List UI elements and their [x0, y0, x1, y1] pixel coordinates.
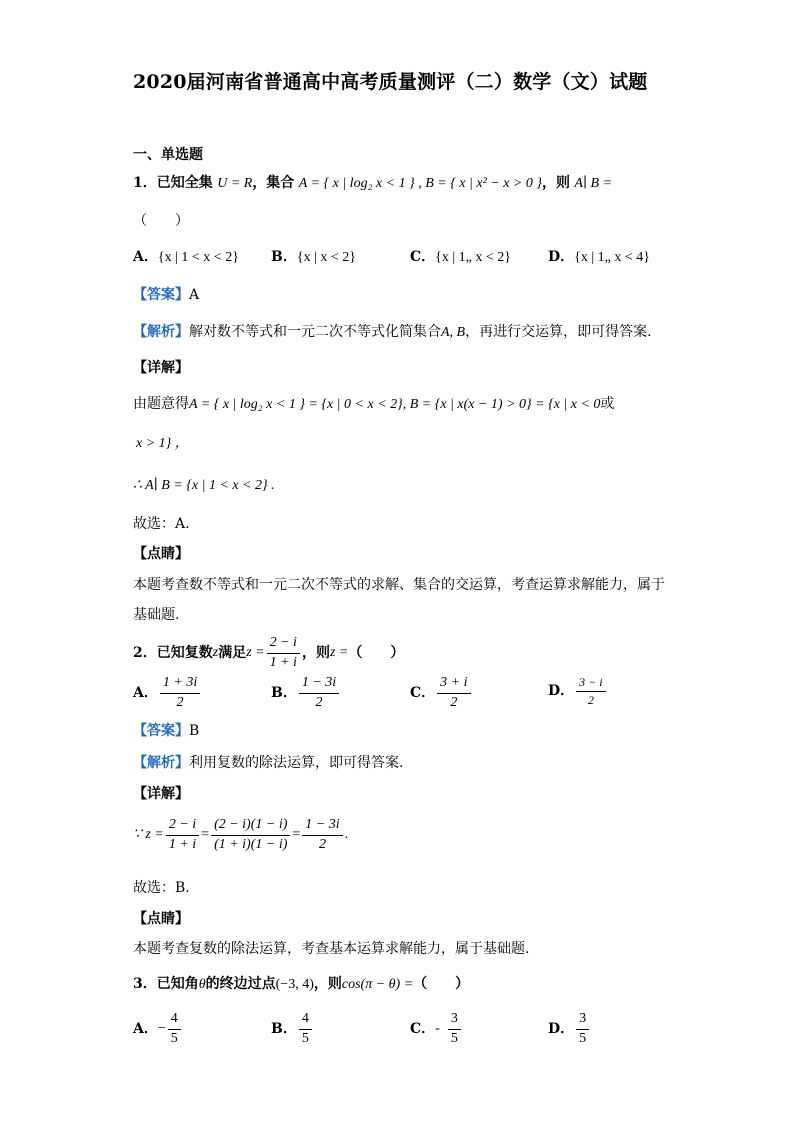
- math-expression: (−3, 4): [275, 977, 314, 992]
- option-b: [271, 250, 356, 265]
- detail-text: 或: [600, 396, 615, 412]
- analysis-line: [133, 756, 403, 770]
- fraction-denominator: 5: [450, 1030, 458, 1046]
- question-text: 满足: [218, 645, 247, 662]
- question-number: 2．: [133, 645, 157, 662]
- fraction: [166, 818, 199, 852]
- fraction-numerator: 1 − 3i: [302, 818, 342, 836]
- fraction-denominator: 2: [450, 694, 458, 710]
- choose-line: 故选：A.: [133, 516, 190, 532]
- fraction: [168, 1012, 181, 1046]
- equals-sign: =: [292, 827, 301, 843]
- fraction: [302, 818, 342, 852]
- math-expression: z =: [246, 645, 265, 661]
- option-label: C．: [410, 249, 436, 265]
- fraction-numerator: 1 − 3i: [299, 676, 339, 694]
- detail-heading: 【详解】: [133, 786, 189, 802]
- analysis-text: ，再进行交运算，即可得答案.: [465, 324, 652, 340]
- option-c: [410, 1012, 463, 1046]
- fraction-numerator: (2 − i)(1 − i): [211, 818, 290, 836]
- question-text: 已知角: [156, 976, 199, 992]
- fraction: [299, 676, 339, 710]
- fraction-denominator: (1 + i)(1 − i): [214, 836, 288, 852]
- detail-heading: 【详解】: [133, 360, 189, 376]
- section-heading: 一、单选题: [133, 147, 203, 163]
- fraction-denominator: 2: [318, 836, 326, 852]
- option-d: [548, 1012, 591, 1046]
- option-value: {x | x < 2}: [296, 250, 356, 265]
- option-label: C．: [410, 685, 436, 702]
- fraction: [267, 636, 300, 670]
- math-expression: ∵ z =: [133, 827, 164, 843]
- analysis-tag: 【解析】: [133, 755, 189, 771]
- fraction-denominator: 5: [579, 1030, 587, 1046]
- option-label: B．: [271, 685, 297, 702]
- fraction: [299, 1012, 312, 1046]
- answer-paren: （ ）: [348, 645, 405, 662]
- question-text: 已知复数: [156, 645, 213, 662]
- math-expression: z =: [329, 645, 349, 661]
- fraction-denominator: 1 + i: [168, 836, 197, 852]
- fraction-denominator: 2: [587, 692, 594, 707]
- answer-tag: 【答案】: [133, 723, 189, 739]
- option-value: {x | 1 < x < 2}: [157, 250, 239, 265]
- fraction: [448, 1012, 461, 1046]
- comment-text: 本题考查数不等式和一元二次不等式的求解、集合的交运算，考查运算求解能力，属于: [133, 577, 665, 593]
- fraction-denominator: 1 + i: [269, 654, 297, 670]
- question-text: 已知全集: [156, 175, 213, 191]
- fraction-numerator: 2 − i: [267, 636, 300, 654]
- fraction-denominator: 2: [315, 694, 323, 710]
- fraction: [576, 1012, 589, 1046]
- option-label: C．: [410, 1021, 436, 1038]
- answer-tag: 【答案】: [133, 287, 189, 303]
- question-number: 3．: [133, 976, 157, 992]
- math-expression: cos(π − θ) =: [341, 977, 414, 992]
- option-sign: −: [157, 1021, 166, 1037]
- fraction-numerator: 3: [576, 1012, 589, 1030]
- option-sign: -: [435, 1021, 440, 1037]
- answer-paren: （ ）: [413, 976, 470, 992]
- question-1-stem: [133, 176, 612, 191]
- question-text: ，集合: [252, 175, 295, 191]
- math-variable: z: [212, 645, 219, 661]
- comment-text: 基础题.: [133, 607, 180, 623]
- option-label: B．: [271, 1021, 297, 1038]
- question-number: 1．: [133, 175, 157, 191]
- option-label: D．: [548, 683, 575, 700]
- fraction: [160, 676, 200, 710]
- question-text: ，则: [301, 645, 330, 662]
- answer-paren: （ ）: [133, 213, 189, 229]
- fraction: [576, 676, 605, 706]
- option-a: [133, 250, 239, 265]
- answer-line: [133, 288, 199, 302]
- math-expression: A = { x | log₂ x < 1 } , B = { x | x² − x > 0 }: [298, 176, 542, 191]
- analysis-line: [133, 325, 652, 340]
- answer-line: [133, 724, 199, 738]
- fraction: [211, 818, 290, 852]
- math-expression: A, B: [441, 325, 466, 340]
- option-label: D．: [548, 1021, 575, 1038]
- detail-text: 由题意得: [133, 396, 189, 412]
- question-text: 的终边过点: [205, 976, 276, 992]
- analysis-text: 解对数不等式和一元二次不等式化简集合: [189, 324, 441, 340]
- question-text: ，则: [313, 976, 342, 992]
- fraction-numerator: 3 + i: [437, 676, 470, 694]
- option-b: [271, 1012, 314, 1046]
- fraction-numerator: 3: [448, 1012, 461, 1030]
- option-label: D．: [548, 249, 575, 265]
- period: .: [344, 827, 349, 843]
- option-b: [271, 676, 341, 710]
- option-value: {x | 1„ x < 2}: [435, 250, 512, 265]
- math-variable: θ: [198, 977, 206, 992]
- equals-sign: =: [201, 827, 210, 843]
- comment-heading: 【点睛】: [133, 546, 189, 562]
- math-expression: A = { x | log₂ x < 1 } = {x | 0 < x < 2}, B = {x | x(x − 1) > 0} = {x | x < 0: [189, 397, 601, 412]
- detail-line: x > 1} ，: [136, 436, 189, 451]
- detail-line: [133, 397, 614, 412]
- fraction-denominator: 5: [301, 1030, 309, 1046]
- detail-line: ∴ A∣ B = {x | 1 < x < 2} .: [133, 478, 275, 493]
- option-c: [410, 676, 473, 710]
- option-label: B．: [271, 249, 297, 265]
- page-title: 2020届河南省普通高中高考质量测评（二）数学（文）试题: [133, 71, 648, 93]
- fraction-numerator: 4: [299, 1012, 312, 1030]
- comment-text: 本题考查复数的除法运算，考查基本运算求解能力，属于基础题.: [133, 941, 530, 957]
- option-label: A．: [133, 685, 158, 702]
- answer-value: A: [189, 287, 200, 303]
- option-a: [133, 676, 202, 710]
- fraction-numerator: 1 + 3i: [160, 676, 200, 694]
- option-label: A．: [133, 249, 158, 265]
- analysis-text: 利用复数的除法运算，即可得答案.: [189, 755, 404, 771]
- option-a: [133, 1012, 183, 1046]
- fraction: [437, 676, 470, 710]
- question-2-stem: [133, 636, 404, 670]
- fraction-numerator: 4: [168, 1012, 181, 1030]
- option-d: [548, 250, 650, 265]
- option-c: [410, 250, 511, 265]
- question-text: ，则: [541, 175, 570, 191]
- fraction-denominator: 2: [176, 694, 184, 710]
- fraction-denominator: 5: [170, 1030, 178, 1046]
- math-expression: A∣ B =: [574, 176, 613, 191]
- fraction-numerator: 3 − i: [576, 676, 605, 692]
- analysis-tag: 【解析】: [133, 324, 189, 340]
- option-d: [548, 676, 608, 706]
- choose-line: 故选：B.: [133, 880, 190, 896]
- detail-line: [133, 818, 348, 852]
- fraction-numerator: 2 − i: [166, 818, 199, 836]
- comment-heading: 【点睛】: [133, 911, 189, 927]
- question-3-stem: [133, 977, 469, 992]
- answer-value: B: [189, 723, 200, 739]
- math-expression: U = R: [217, 176, 253, 191]
- option-label: A．: [133, 1021, 158, 1038]
- option-value: {x | 1„ x < 4}: [574, 250, 650, 265]
